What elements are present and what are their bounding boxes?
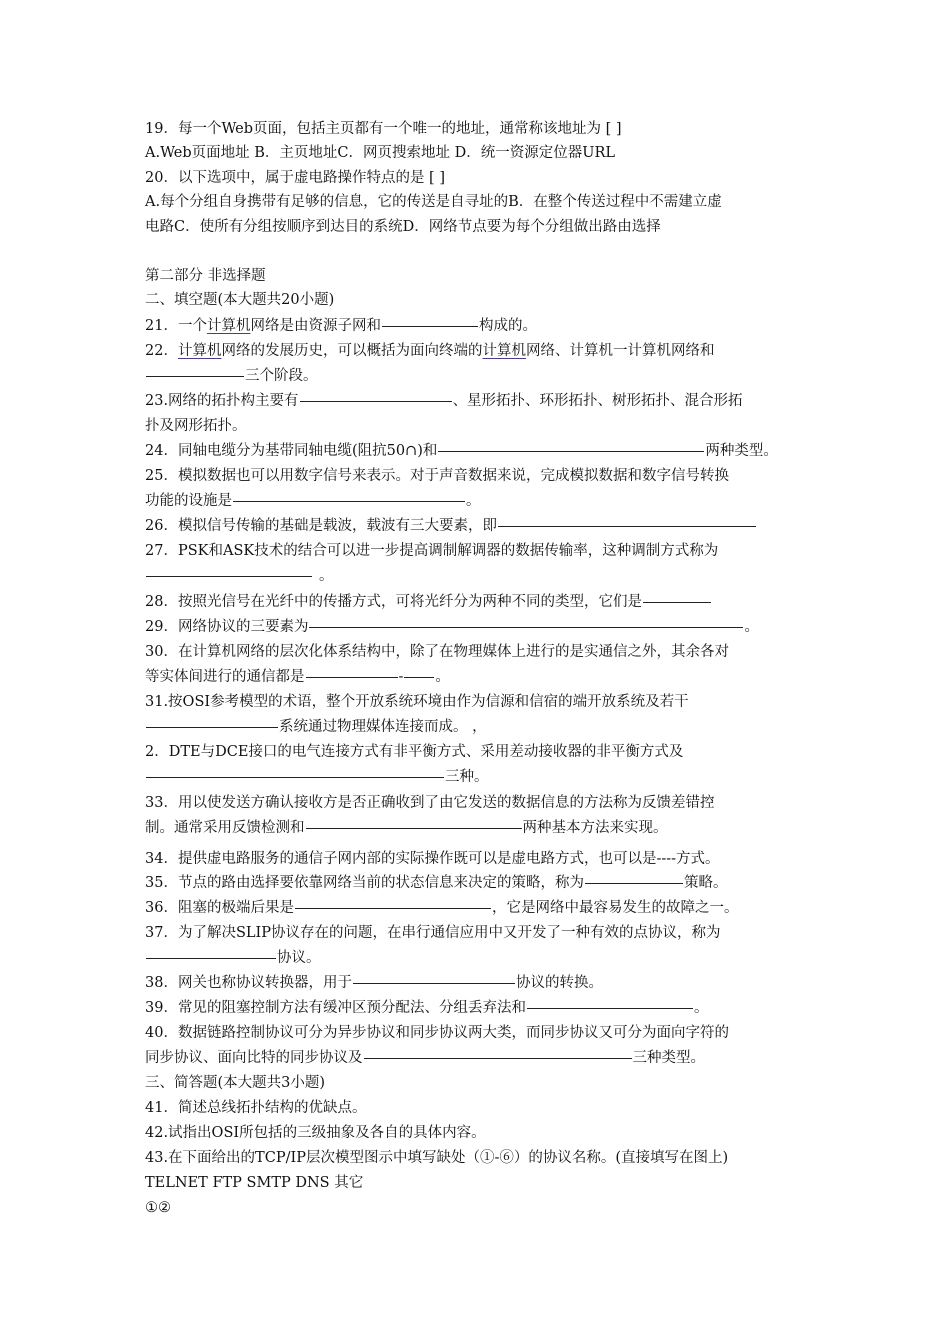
answer-blank xyxy=(233,501,465,502)
q22-line2: 三个阶段。 xyxy=(145,366,318,386)
q28: 28．按照光信号在光纤中的传播方式，可将光纤分为两种不同的类型，它们是 xyxy=(145,592,712,612)
q39: 39．常见的阻塞控制方法有缓冲区预分配法、分组丢弃法和 。 xyxy=(145,1000,709,1016)
q40-line1: 40．数据链路控制协议可分为异步协议和同步协议两大类，而同步协议又可分为面向字符的 xyxy=(145,1025,729,1041)
q32-line2: 三种。 xyxy=(145,767,489,787)
answer-blank xyxy=(498,526,756,527)
answer-blank xyxy=(306,828,522,829)
part-two-heading: 第二部分 非选择题 xyxy=(145,268,266,284)
answer-blank xyxy=(585,883,683,884)
q23-line2: 扑及网形拓扑。 xyxy=(145,418,247,434)
section-fill-blank-heading: 二、填空题(本大题共20小题) xyxy=(145,292,335,308)
q26: 26．模拟信号传输的基础是载波，载波有三大要素，即 xyxy=(145,516,757,536)
q41: 41．简述总线拓扑结构的优缺点。 xyxy=(145,1100,367,1116)
q20-options-line2: 电路C．使所有分组按顺序到达目的系统D．网络节点要为每个分组做出路由选择 xyxy=(145,219,661,235)
q27-line2: 。 xyxy=(145,566,334,586)
answer-blank xyxy=(527,1008,693,1009)
q24: 24．同轴电缆分为基带同轴电缆(阻抗50∩)和 两种类型。 xyxy=(145,443,778,459)
q25-line1: 25．模拟数据也可以用数字信号来表示。对于声音数据来说，完成模拟数据和数字信号转换 xyxy=(145,468,729,484)
answer-blank xyxy=(364,1058,632,1059)
q35: 35．节点的路由选择要依靠网络当前的状态信息来决定的策略，称为 策略。 xyxy=(145,875,728,891)
q37-line1: 37．为了解决SLIP协议存在的问题，在串行通信应用中又开发了一种有效的点协议，称为 xyxy=(145,925,721,941)
q38: 38．网关也称协议转换器，用于 协议的转换。 xyxy=(145,975,603,991)
section-short-answer-heading: 三、简答题(本大题共3小题) xyxy=(145,1075,326,1091)
q37-line2: 协议。 xyxy=(145,948,321,968)
q43-line3: ①② xyxy=(145,1200,171,1216)
q32-line1: 2．DTE与DCE接口的电气连接方式有非平衡方式、采用差动接收器的非平衡方式及 xyxy=(145,744,684,760)
q33-line1: 33．用以使发送方确认接收方是否正确收到了由它发送的数据信息的方法称为反馈差错控 xyxy=(145,795,715,811)
answer-blank xyxy=(309,627,743,628)
q43-line1: 43.在下面给出的TCP/IP层次模型图示中填写缺处（①-⑥）的协议名称。(直接填写在图上) xyxy=(145,1150,729,1166)
q33-line2: 制。通常采用反馈检测和 两种基本方法来实现。 xyxy=(145,820,668,836)
answer-blank xyxy=(306,677,398,678)
link-term: 计算机 xyxy=(482,343,526,359)
answer-blank xyxy=(382,326,478,327)
q27-line1: 27．PSK和ASK技术的结合可以进一步提高调制解调器的数据传输率，这种调制方式称为 xyxy=(145,543,719,559)
q36: 36．阻塞的极端后果是 ，它是网络中最容易发生的故障之一。 xyxy=(145,900,739,916)
answer-blank xyxy=(300,401,452,402)
q20-options-line1: A.每个分组自身携带有足够的信息，它的传送是自寻址的B．在整个传送过程中不需建立虚 xyxy=(145,194,722,210)
q19-stem: 19．每一个Web页面，包括主页都有一个唯一的地址，通常称该地址为 [ ] xyxy=(145,121,622,137)
q22-line1: 22．计算机网络的发展历史，可以概括为面向终端的计算机网络、计算机一计算机网络和 xyxy=(145,343,715,359)
answer-blank xyxy=(146,376,244,377)
answer-blank xyxy=(146,777,444,778)
link-term: 计算机 xyxy=(177,343,222,359)
q43-line2: TELNET FTP SMTP DNS 其它 xyxy=(145,1175,364,1191)
answer-blank xyxy=(404,677,434,678)
answer-blank xyxy=(295,908,491,909)
link-term: 计算机 xyxy=(206,318,251,334)
q20-stem: 20．以下选项中，属于虚电路操作特点的是 [ ] xyxy=(145,170,445,186)
q40-line2: 同步协议、面向比特的同步协议及 三种类型。 xyxy=(145,1050,705,1066)
answer-blank xyxy=(438,451,704,452)
answer-blank xyxy=(146,958,276,959)
answer-blank xyxy=(353,983,515,984)
q30-line1: 30．在计算机网络的层次化体系结构中，除了在物理媒体上进行的是实通信之外，其余各对 xyxy=(145,644,729,660)
q23-line1: 23.网络的拓扑构主要有 、星形拓扑、环形拓扑、树形拓扑、混合形拓 xyxy=(145,393,743,409)
q19-options: A.Web页面地址 B．主页地址C．网页搜索地址 D．统一资源定位器URL xyxy=(145,145,616,161)
q30-line2: 等实体间进行的通信都是 - 。 xyxy=(145,669,450,685)
q31-line1: 31.按OSI参考模型的术语，整个开放系统环境由作为信源和信宿的端开放系统及若干 xyxy=(145,694,689,710)
q42: 42.试指出OSI所包括的三级抽象及各自的具体内容。 xyxy=(145,1125,486,1141)
q25-line2: 功能的设施是 。 xyxy=(145,493,481,509)
q34: 34．提供虚电路服务的通信子网内部的实际操作既可以是虚电路方式，也可以是----方式。 xyxy=(145,851,720,867)
q31-line2: 系统通过物理媒体连接而成。 ， xyxy=(145,717,487,737)
q21: 21．一个计算机网络是由资源子网和 构成的。 xyxy=(145,318,537,334)
q29: 29．网络协议的三要素为 。 xyxy=(145,619,759,635)
answer-blank xyxy=(146,576,312,577)
answer-blank xyxy=(146,727,278,728)
answer-blank xyxy=(643,602,711,603)
